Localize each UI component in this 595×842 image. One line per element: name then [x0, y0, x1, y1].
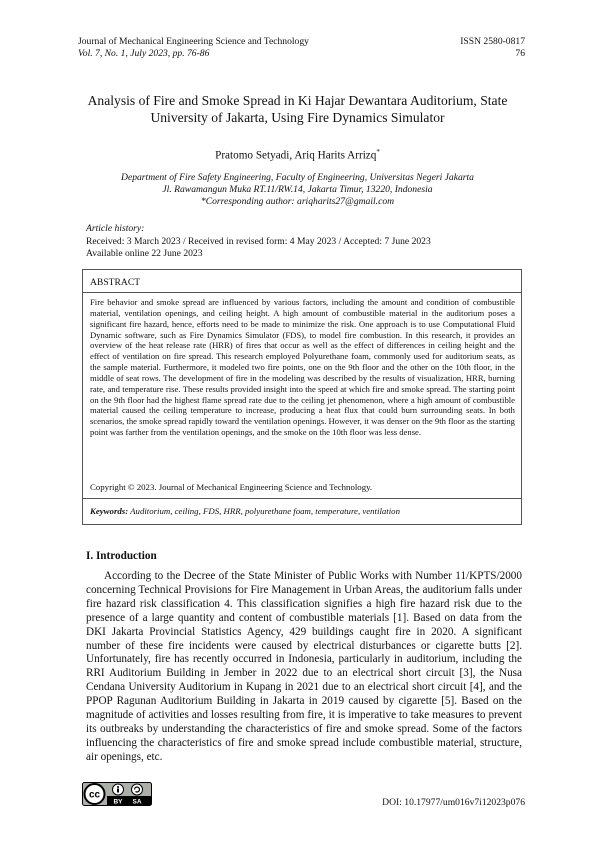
sa-text: SA: [132, 798, 142, 806]
corresponding-email[interactable]: *Corresponding author: ariqharits27@gmail.com: [200, 196, 395, 208]
page-number: 76: [515, 48, 525, 59]
history-dates: Received: 3 March 2023 / Received in revised form: 4 May 2023 / Accepted: 7 June 2023: [86, 235, 431, 247]
abstract-box: [82, 269, 522, 525]
article-history: [86, 223, 431, 261]
history-label: Article history:: [86, 223, 145, 234]
cc-text: cc: [88, 789, 101, 801]
abstract-header: [83, 270, 521, 293]
keywords-label: Keywords:: [90, 506, 129, 516]
by-text: BY: [113, 798, 123, 806]
journal-name: Journal of Mechanical Engineering Science and Technology: [78, 36, 309, 47]
affiliation-line: Department of Fire Safety Engineering, Faculty of Engineering, Universitas Negeri Jakarta: [121, 172, 474, 183]
author-names: Pratomo Setyadi, Ariq Harits Arrizq: [215, 149, 377, 162]
issn: ISSN 2580-0817: [460, 36, 525, 47]
doi-link[interactable]: DOI: 10.17977/um016v7i12023p076: [382, 797, 525, 808]
body-paragraph: According to the Decree of the State Minister of Public Works with Number 11/KPTS/2000 concerning Technical Provisions for Fire Management in Urban Areas, the auditorium falls under fire hazard risk classification 4. This classification signifies a high fire hazard risk due to the presence of a large quantity and content of combustible materials [1]. Based on data from the DKI Jakarta Provincial Statistics Agency, 429 buildings caught fire in 2020. A significant number of these fire incidents were caused by electrical disturbances or cigarette butts [2]. Unfortunately, fire has recently occurred in Indonesia, particularly in auditorium, including the RRI Auditorium Building in Jember in 2022 due to an electrical short circuit [3], the Nusa Cendana University Auditorium in Kupang in 2021 due to an electrical short circuit [4], and the PPOP Ragunan Auditorium Building in Jakarta in 2019 caused by cigarette [5]. Based on the magnitude of activities and losses resulting from fire, it is imperative to take measures to prevent its outbreaks by understanding the characteristics of fire and smoke spread. Some of the factors influencing the characteristics of fire and smoke spread include combustible material, structure, air openings, etc.: [86, 570, 522, 763]
copyright-notice: Copyright © 2023. Journal of Mechanical Engineering Science and Technology.: [90, 482, 373, 492]
author-list: [0, 148, 595, 162]
keywords-list: Auditorium, ceiling, FDS, HRR, polyurethane foam, temperature, ventilation: [130, 506, 400, 516]
affiliation: [60, 172, 535, 209]
abstract-text: Fire behavior and smoke spread are influenced by various factors, including the amount and condition of combustible material, ventilation openings, and ceiling height. A high amount of combustible material in the auditorium poses a significant fire hazard, hence, efforts need to be made to minimize the risk. One approach is to use Computational Fluid Dynamic software, such as Fire Dynamics Simulator (FDS), to model fire combustion. In this research, it provides an overview of the heat release rate (HRR) of fires that occur as well as the effect of differences in ceiling height and the effect of ventilation on fire spread. This research employed Polyurethane foam, commonly used for auditorium seats, as the sample material. Furthermore, it modeled two fire points, one on the 9th floor and the other on the 10th floor, in the middle of seat rows. The development of fire in the modeling was described by the results of visualization, HRR, burning rate, and temperature rise. These results provided insight into the speed at which fire and smoke spread. The starting point on the 9th floor had the highest flame spread rate due to the ceiling jet phenomenon, where a high amount of combustible material caused the ceiling temperature to increase, producing a heat flux that could burn surrounding seats. In both scenarios, the smoke spread rapidly toward the ventilation openings. However, it was denser on the 9th floor as the starting point was farther from the ventilation openings, and the smoke on the 10th floor was less dense.: [90, 297, 515, 438]
article-title: Analysis of Fire and Smoke Spread in Ki Hajar Dewantara Auditorium, State University of Jakarta, Using Fire Dynamics Simulator: [87, 93, 508, 125]
journal-volume: Vol. 7, No. 1, July 2023, pp. 76-86: [78, 48, 210, 59]
affiliation-address: Jl. Rawamangun Muka RT.11/RW.14, Jakarta Timur, 13220, Indonesia: [162, 184, 433, 196]
running-header-left: [78, 36, 309, 60]
keywords-row: [83, 498, 521, 526]
running-header-right: [460, 36, 525, 60]
cc-by-sa-icon[interactable]: [82, 782, 152, 806]
corresponding-mark: *: [376, 148, 380, 156]
keywords: [90, 506, 400, 516]
section-heading: I. Introduction: [86, 550, 157, 562]
abstract-heading: ABSTRACT: [90, 277, 141, 288]
available-online: Available online 22 June 2023: [86, 248, 203, 260]
